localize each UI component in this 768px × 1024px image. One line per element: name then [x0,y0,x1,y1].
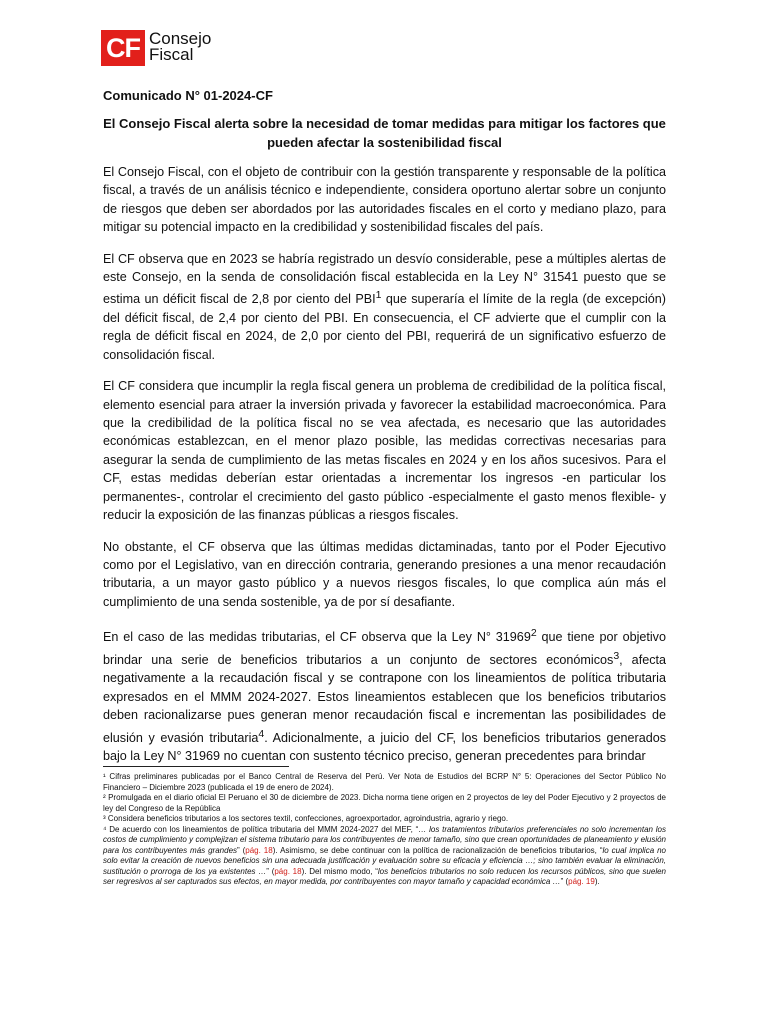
footnote-4-text-g: ). Del mismo modo, “ [301,866,378,876]
footnote-4-text-c: ” ( [237,845,246,855]
paragraph-5 [103,624,666,765]
footnote-separator [103,766,289,767]
footnote-2: ² Promulgada en el diario oficial El Peruano el 30 de diciembre de 2023. Dicha norma tiene origen en 2 proyectos de ley del Poder Ejecutivo y 2 proyectos de ley del Congreso de la República [103,793,666,813]
paragraph-2 [103,250,666,365]
paragraph-5-text-d: . Adicionalmente, a juicio del CF, los beneficios tributarios generados bajo la Ley N° 31969 no cuentan con sustento técnico preciso, generan precedentes para brindar [103,730,666,764]
footnote-ref-2[interactable]: 2 [530,627,537,640]
logo-line-1: Consejo [149,29,212,48]
communique-number: Comunicado N° 01-2024-CF [103,88,273,103]
document-title: El Consejo Fiscal alerta sobre la necesidad de tomar medidas para mitigar los factores que pueden afectar la sostenibilidad fiscal [103,116,666,150]
footnote-4-page-link-1[interactable]: pág. 18 [245,845,273,855]
paragraph-5-text-c: , afecta negativamente a la recaudación fiscal y se contrapone con los lineamientos de política tributaria expresados en el MMM 2024-2027. Estos lineamientos establecen que los beneficios tributarios deben racionalizarse pues generan menor recaudación fiscal e incrementan las posibilidades de elusión y evasión tributaria [103,652,666,745]
footnote-ref-1[interactable]: 1 [375,289,382,302]
logo-wordmark [149,31,211,63]
footnotes [103,772,666,888]
paragraph-5-text-a: En el caso de las medidas tributarias, el CF observa que la Ley N° 31969 [103,630,531,645]
footnote-4-text-f: ” ( [266,866,275,876]
footnote-4-text-d: ). Asimismo, se debe continuar con la política de racionalización de beneficios tributarios, “ [272,845,603,855]
paragraph-2-text-a: El CF observa que en 2023 se habría registrado un desvío considerable, pese a múltiples alertas de este Consejo, en la senda de consolidación fiscal establecida en la Ley N° 31541 puesto que se estima un déficit fiscal de 2,8 por ciento del PBI [103,251,666,307]
paragraph-5-text-b: que tiene por objetivo brindar una serie de beneficios tributarios a un conjunto de sectores económicos [103,630,666,667]
footnote-3: ³ Considera beneficios tributarios a los sectores textil, confecciones, agroexportador, agroindustria, agrario y riego. [103,814,509,823]
footnote-4-text-i: ” ( [560,877,569,886]
footnote-ref-3[interactable]: 3 [613,649,620,662]
logo-mark: CF [101,30,145,66]
logo-line-2: Fiscal [149,45,194,64]
paragraph-2-text-b: que superaría el límite de la regla (de excepción) del déficit fiscal, de 2,4 por ciento del PBI. En consecuencia, el CF advierte que el cumplir con la regla de déficit fiscal en 2024, de 2,0 por ciento del PBI, requerirá de un significativo esfuerzo de consolidación fiscal. [103,292,666,362]
footnote-4-page-link-2[interactable]: pág. 18 [274,866,302,876]
paragraph-3: El CF considera que incumplir la regla fiscal genera un problema de credibilidad de la política fiscal, elemento esencial para atraer la inversión privada y favorecer la estabilidad macroeconómica. Para que la credibilidad de la política fiscal no se vea afectada, es necesario que las autoridades económicas establezcan, en el menor plazo posible, las medidas correctivas necesarias para asegurar la senda de cumplimiento de las metas fiscales en 2024 y en los años sucesivos. Para el CF, estas medidas deberían estar orientadas a incrementar los ingresos -en particular los permanentes-, controlar el crecimiento del gasto público -especialmente el gasto menos flexible- y reducir la exposición de las finanzas públicas a riesgos fiscales. [103,379,666,523]
footnote-1: ¹ Cifras preliminares publicadas por el Banco Central de Reserva del Perú. Ver Nota de Estudios del BCRP N° 5: Operaciones del Sector Público No Financiero – Diciembre 2023 (publicada el 19 de enero de 2024). [103,772,666,792]
footnote-4 [103,825,666,888]
footnote-4-quote-2: lo cual implica no solo evitar la creación de nuevos beneficios sin una adecuada justificación y evaluación sobre su eficacia y eficiencia …; sino también evaluar la eliminación, sustitución o prorroga de los ya existentes … [103,845,666,876]
paragraph-4: No obstante, el CF observa que las últimas medidas dictaminadas, tanto por el Poder Ejecutivo como por el Legislativo, van en dirección contraria, generando presiones a una menor recaudación tributaria, a un mayor gasto público y a nuevos riesgos fiscales, lo que complica aún más el cumplimiento de una senda sostenible, ya de por sí desafiante. [103,539,666,609]
document-body [103,163,666,779]
footnote-4-text-j: ). [594,877,600,886]
paragraph-1: El Consejo Fiscal, con el objeto de contribuir con la gestión transparente y responsable de la política fiscal, a través de un análisis técnico e independiente, considera oportuno alertar sobre un conjunto de riesgos que deben ser abordados por las autoridades fiscales en el corto y mediano plazo, para mitigar su potencial impacto en la credibilidad y sostenibilidad fiscales del país. [103,165,666,235]
footnote-4-page-link-3[interactable]: pág. 19 [568,877,595,886]
footnote-ref-4[interactable]: 4 [258,727,265,740]
footnote-4-quote-3: los beneficios tributarios no solo reducen los recursos públicos, sino que suelen ser regresivos al ser capturados sus efectos, en mayor medida, por contribuyentes con mayor tamaño y capacidad económica … [103,866,666,886]
footnote-4-text-a: ⁴ De acuerdo con los lineamientos de política tributaria del MMM 2024-2027 del MEF, “ [103,824,419,834]
footnote-4-quote-1: … los tratamientos tributarios preferenciales no solo incrementan los costos de cumplimiento y complejizan el sistema tributario para los contribuyentes de menor tamaño, sino que crean oportunidades de planeamiento y elusión para los contribuyentes más grandes [103,824,666,855]
